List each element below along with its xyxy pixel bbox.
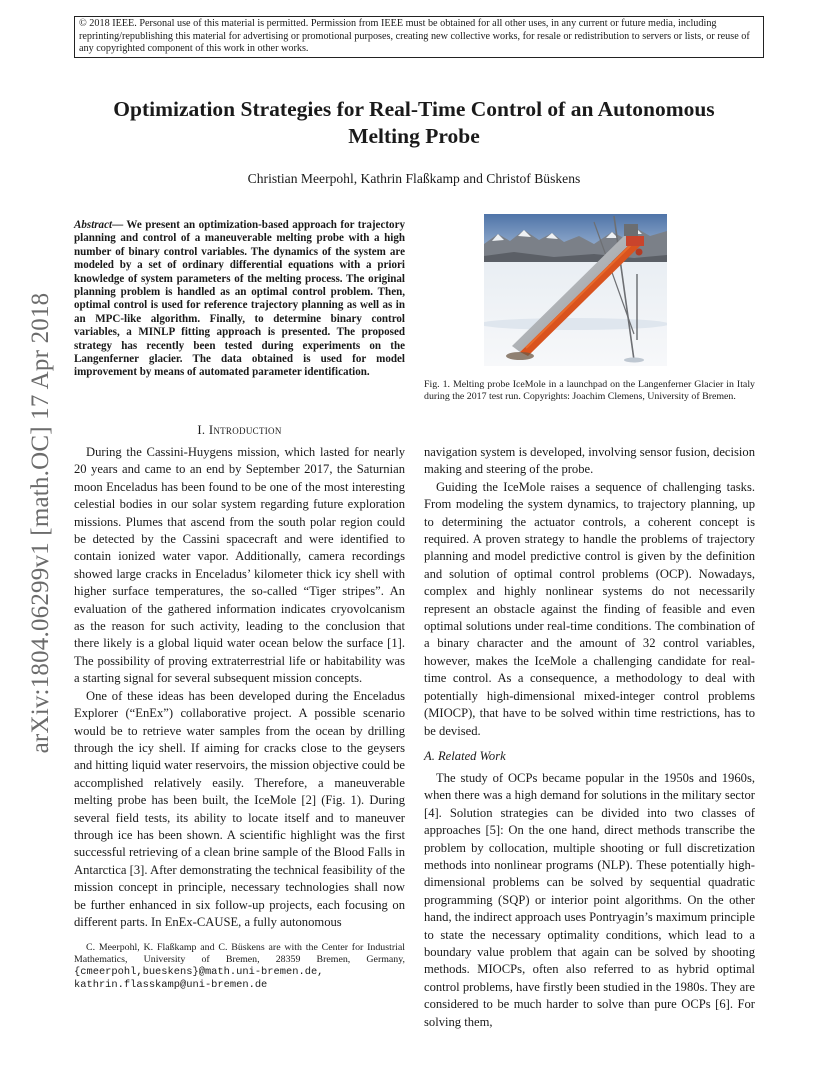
abstract-dash: — — [112, 219, 124, 231]
paragraph: Guiding the IceMole raises a sequence of challenging tasks. From modeling the system dynamics, to trajectory planning, up to determining the actuator controls, a coherent concept is required. A proven strategy to handle the problems of trajectory planning and model predictive control is given by the definition and solution of optimal control problems (OCP). Nowadays, complex and highly nonlinear systems do not necessarily represent an obstacle against the finding of feasible and even optimal solutions under real-time conditions. The combination of a binary character and the amount of 32 control variables, however, makes the IceMole a challenging candidate for real-time control. As a consequence, a methodology to deal with potentially high-dimensional mixed-integer control problems (MIOCP), that have to be solved within time restrictions, has to be devised. — [424, 479, 755, 738]
paper-authors: Christian Meerpohl, Kathrin Flaßkamp and Christof Büskens — [247, 171, 581, 186]
left-column — [74, 444, 405, 931]
paper-title: Optimization Strategies for Real-Time Control of an Autonomous Melting Probe — [113, 97, 715, 148]
paragraph: The study of OCPs became popular in the 1950s and 1960s, when there was a high demand for solutions in the military sector [4]. Solution strategies can be divided into two classes of approaches [5]: On the one hand, direct methods transcribe the problem by collocation, multiple shooting or full discretization methods into nonlinear programs (NLP). These potentially high-dimensional problems can be solved by sequential quadratic programming (SQP) or interior point algorithms. On the other hand, the indirect approach uses Pontryagin’s maximum principle to state the necessary optimality conditions, which lead to a boundary value problem that again can be solved by shooting methods. MIOCPs, often also referred to as hybrid optimal control problems, have firstly been studied in the 1980s. They are considered to be much harder to solve than pure OCPs [6]. For solving them, — [424, 770, 755, 1029]
footnote-emails: {cmeerpohl,bueskens}@math.uni-bremen.de, kathrin.flasskamp@uni-bremen.de — [74, 966, 324, 991]
abstract-text: We present an optimization-based approach for trajectory planning and control of a maneuverable melting probe with a high number of binary control variables. The dynamics of the system are modeled by a set of ordinary differential equations with a priori knowledge of system parameters of the melting process. The original planning problem is handled as an optimal control problem. Then, optimal control is used for reference trajectory planning as well as in an MPC-like algorithm. Finally, to determine binary control variables, a MINLP fitting approach is presented. The proposed strategy has recently been tested during experiments on the Langenferner glacier. The data obtained is used for model improvement by means of automated parameter identification. — [74, 219, 405, 379]
figure-caption: Fig. 1. Melting probe IceMole in a launchpad on the Langenferner Glacier in Italy during the 2017 test run. Copyrights: Joachim Clemens, University of Bremen. — [424, 379, 755, 403]
copyright-notice: © 2018 IEEE. Personal use of this material is permitted. Permission from IEEE must be obtained for all other uses, in any current or future media, including reprinting/republishing this material for advertising or promotional purposes, creating new collective works, for resale or redistribution to servers or lists, or reuse of any copyrighted component of this work in other works. — [74, 16, 764, 58]
icemole-photo-illustration — [484, 214, 667, 366]
arxiv-stamp-text: arXiv:1804.06299v1 [math.OC] 17 Apr 2018 — [27, 292, 54, 754]
abstract-label: Abstract — [74, 219, 113, 231]
arxiv-stamp — [24, 268, 58, 778]
abstract — [74, 219, 405, 380]
figure-icemole-photo — [484, 214, 667, 366]
footnote — [74, 942, 405, 991]
paragraph: navigation system is developed, involving sensor fusion, decision making and steering of the probe. — [424, 445, 755, 477]
right-column — [424, 444, 755, 1031]
footnote-text: C. Meerpohl, K. Flaßkamp and C. Büskens are with the Center for Industrial Mathematics, University of Bremen, 28359 Bremen, Germany, — [74, 942, 405, 966]
paragraph: One of these ideas has been developed during the Enceladus Explorer (“EnEx”) collaborative project. A possible scenario would be to retrieve water samples from the ocean by drilling through the icy shell. If aiming for cracks close to the geysers and hitting liquid water reservoirs, the mission objective could be accomplished relatively easily. Therefore, a maneuverable melting probe has been built, the IceMole [2] (Fig. 1). During several field tests, its ability to locate itself and to maneuver through ice has been shown. A scientific highlight was the first successful retrieving of a clean brine sample of the Blood Falls in Antarctica [3]. After demonstrating the technical feasibility of the mission concept in principle, necessary technologies shall now be further enhanced in six follow-up projects, each focusing on different parts. In EnEx-CAUSE, a fully autonomous — [74, 688, 405, 929]
section-heading: I. Introduction — [197, 423, 282, 437]
paragraph: During the Cassini-Huygens mission, which lasted for nearly 20 years and came to an end by September 2017, the Saturnian moon Enceladus has been found to be one of the most interesting celestial bodies in our solar system regarding future exploration missions. Plumes that ascend from the south polar region could be detected by the Cassini spacecraft and were identified to contain ionized water vapor. Additionally, camera recordings showed large cracks in Enceladus’ kilometer thick icy shell with higher surface temperatures, the so-called “Tiger stripes”. An evaluation of the gathered information indicates cryovolcanism as the reason for such activity, leading to the conclusion that there likely is a global liquid water ocean below the surface [1]. The possibility of proving extraterrestrial life or habitability was a starting signal for several subsequent mission concepts. — [74, 445, 405, 686]
subsection-heading: A. Related Work — [424, 748, 506, 763]
